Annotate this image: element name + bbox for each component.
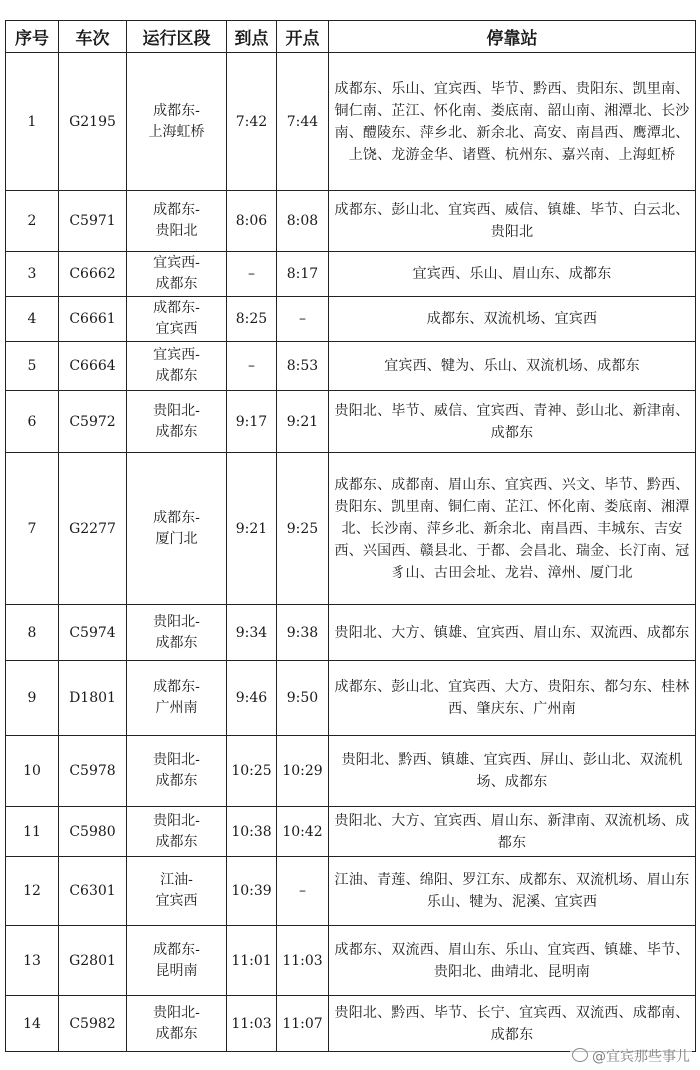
row-number: 3 bbox=[6, 252, 59, 297]
stops: 成都东、乐山、宜宾西、毕节、黔西、贵阳东、凯里南、铜仁南、芷江、怀化南、娄底南、韶山南、湘潭北、长沙南、醴陵东、萍乡北、新余北、高安、南昌西、鹰潭北、上饶、龙游金华、诸暨、杭州东、嘉兴南、上海虹桥 bbox=[329, 53, 696, 191]
arrival-time: 9:46 bbox=[227, 661, 277, 736]
row-number: 1 bbox=[6, 53, 59, 191]
departure-time: 11:07 bbox=[277, 996, 329, 1052]
train-number: C5980 bbox=[59, 807, 127, 857]
header-arrive: 到点 bbox=[227, 21, 277, 53]
train-number: C6662 bbox=[59, 252, 127, 297]
departure-time: 9:38 bbox=[277, 605, 329, 661]
row-number: 12 bbox=[6, 857, 59, 926]
stops: 宜宾西、犍为、乐山、双流机场、成都东 bbox=[329, 342, 696, 391]
route: 成都东- 昆明南 bbox=[127, 926, 227, 996]
arrival-time: 9:17 bbox=[227, 391, 277, 453]
train-number: C6664 bbox=[59, 342, 127, 391]
arrival-time: 11:01 bbox=[227, 926, 277, 996]
watermark-text: @宜宾那些事儿 bbox=[592, 1049, 690, 1065]
departure-time: 8:08 bbox=[277, 191, 329, 252]
row-number: 10 bbox=[6, 736, 59, 807]
table-row bbox=[6, 342, 696, 391]
departure-time: – bbox=[277, 297, 329, 342]
table-row bbox=[6, 661, 696, 736]
departure-time: 9:21 bbox=[277, 391, 329, 453]
arrival-time: 11:03 bbox=[227, 996, 277, 1052]
row-number: 4 bbox=[6, 297, 59, 342]
stops: 成都东、双流西、眉山东、乐山、宜宾西、镇雄、毕节、贵阳北、曲靖北、昆明南 bbox=[329, 926, 696, 996]
arrival-time: 8:25 bbox=[227, 297, 277, 342]
table-row bbox=[6, 605, 696, 661]
table-row bbox=[6, 736, 696, 807]
table-row bbox=[6, 926, 696, 996]
arrival-time: 9:34 bbox=[227, 605, 277, 661]
route: 贵阳北- 成都东 bbox=[127, 391, 227, 453]
watermark bbox=[570, 1046, 692, 1066]
stops: 成都东、双流机场、宜宾西 bbox=[329, 297, 696, 342]
weibo-icon bbox=[572, 1048, 588, 1062]
train-number: G2801 bbox=[59, 926, 127, 996]
table-row bbox=[6, 252, 696, 297]
stops: 成都东、成都南、眉山东、宜宾西、兴文、毕节、黔西、贵阳东、凯里南、铜仁南、芷江、怀化南、娄底南、湘潭北、长沙南、萍乡北、新余北、南昌西、丰城东、吉安西、兴国西、赣县北、于都、会昌北、瑞金、长汀南、冠豸山、古田会址、龙岩、漳州、厦门北 bbox=[329, 453, 696, 605]
departure-time: 11:03 bbox=[277, 926, 329, 996]
departure-time: 9:50 bbox=[277, 661, 329, 736]
header-no: 序号 bbox=[6, 21, 59, 53]
header-stops: 停靠站 bbox=[329, 21, 696, 53]
table-row bbox=[6, 453, 696, 605]
header-train: 车次 bbox=[59, 21, 127, 53]
table-row bbox=[6, 297, 696, 342]
stops: 成都东、彭山北、宜宾西、威信、镇雄、毕节、白云北、贵阳北 bbox=[329, 191, 696, 252]
table-row bbox=[6, 391, 696, 453]
table-row bbox=[6, 191, 696, 252]
row-number: 9 bbox=[6, 661, 59, 736]
departure-time: 8:17 bbox=[277, 252, 329, 297]
train-number: C5982 bbox=[59, 996, 127, 1052]
arrival-time: 10:25 bbox=[227, 736, 277, 807]
stops: 贵阳北、黔西、毕节、长宁、宜宾西、双流西、成都南、成都东 bbox=[329, 996, 696, 1052]
route: 贵阳北- 成都东 bbox=[127, 736, 227, 807]
departure-time: 10:29 bbox=[277, 736, 329, 807]
arrival-time: 7:42 bbox=[227, 53, 277, 191]
route: 成都东- 广州南 bbox=[127, 661, 227, 736]
row-number: 6 bbox=[6, 391, 59, 453]
stops: 贵阳北、大方、宜宾西、眉山东、新津南、双流机场、成都东 bbox=[329, 807, 696, 857]
arrival-time: 10:38 bbox=[227, 807, 277, 857]
departure-time: 10:42 bbox=[277, 807, 329, 857]
departure-time: 9:25 bbox=[277, 453, 329, 605]
stops: 江油、青莲、绵阳、罗江东、成都东、双流机场、眉山东乐山、犍为、泥溪、宜宾西 bbox=[329, 857, 696, 926]
row-number: 5 bbox=[6, 342, 59, 391]
header-row bbox=[6, 21, 696, 53]
route: 成都东- 上海虹桥 bbox=[127, 53, 227, 191]
route: 成都东- 贵阳北 bbox=[127, 191, 227, 252]
row-number: 7 bbox=[6, 453, 59, 605]
route: 成都东- 厦门北 bbox=[127, 453, 227, 605]
arrival-time: – bbox=[227, 252, 277, 297]
stops: 宜宾西、乐山、眉山东、成都东 bbox=[329, 252, 696, 297]
table-row bbox=[6, 53, 696, 191]
route: 贵阳北- 成都东 bbox=[127, 996, 227, 1052]
train-number: C6661 bbox=[59, 297, 127, 342]
train-number: C6301 bbox=[59, 857, 127, 926]
arrival-time: – bbox=[227, 342, 277, 391]
departure-time: 8:53 bbox=[277, 342, 329, 391]
train-number: C5972 bbox=[59, 391, 127, 453]
departure-time: – bbox=[277, 857, 329, 926]
train-schedule-table bbox=[5, 20, 696, 1052]
route: 宜宾西- 成都东 bbox=[127, 252, 227, 297]
stops: 贵阳北、黔西、镇雄、宜宾西、屏山、彭山北、双流机场、成都东 bbox=[329, 736, 696, 807]
row-number: 13 bbox=[6, 926, 59, 996]
route: 江油- 宜宾西 bbox=[127, 857, 227, 926]
departure-time: 7:44 bbox=[277, 53, 329, 191]
arrival-time: 9:21 bbox=[227, 453, 277, 605]
train-number: C5974 bbox=[59, 605, 127, 661]
header-depart: 开点 bbox=[277, 21, 329, 53]
arrival-time: 10:39 bbox=[227, 857, 277, 926]
arrival-time: 8:06 bbox=[227, 191, 277, 252]
route: 宜宾西- 成都东 bbox=[127, 342, 227, 391]
route: 成都东- 宜宾西 bbox=[127, 297, 227, 342]
train-number: C5978 bbox=[59, 736, 127, 807]
route: 贵阳北- 成都东 bbox=[127, 807, 227, 857]
train-number: D1801 bbox=[59, 661, 127, 736]
route: 贵阳北- 成都东 bbox=[127, 605, 227, 661]
table-row bbox=[6, 857, 696, 926]
train-number: G2195 bbox=[59, 53, 127, 191]
row-number: 2 bbox=[6, 191, 59, 252]
row-number: 11 bbox=[6, 807, 59, 857]
train-number: C5971 bbox=[59, 191, 127, 252]
row-number: 8 bbox=[6, 605, 59, 661]
table-row bbox=[6, 996, 696, 1052]
stops: 成都东、彭山北、宜宾西、大方、贵阳东、都匀东、桂林西、肇庆东、广州南 bbox=[329, 661, 696, 736]
table-row bbox=[6, 807, 696, 857]
row-number: 14 bbox=[6, 996, 59, 1052]
stops: 贵阳北、大方、镇雄、宜宾西、眉山东、双流西、成都东 bbox=[329, 605, 696, 661]
stops: 贵阳北、毕节、威信、宜宾西、青神、彭山北、新津南、成都东 bbox=[329, 391, 696, 453]
train-number: G2277 bbox=[59, 453, 127, 605]
header-route: 运行区段 bbox=[127, 21, 227, 53]
